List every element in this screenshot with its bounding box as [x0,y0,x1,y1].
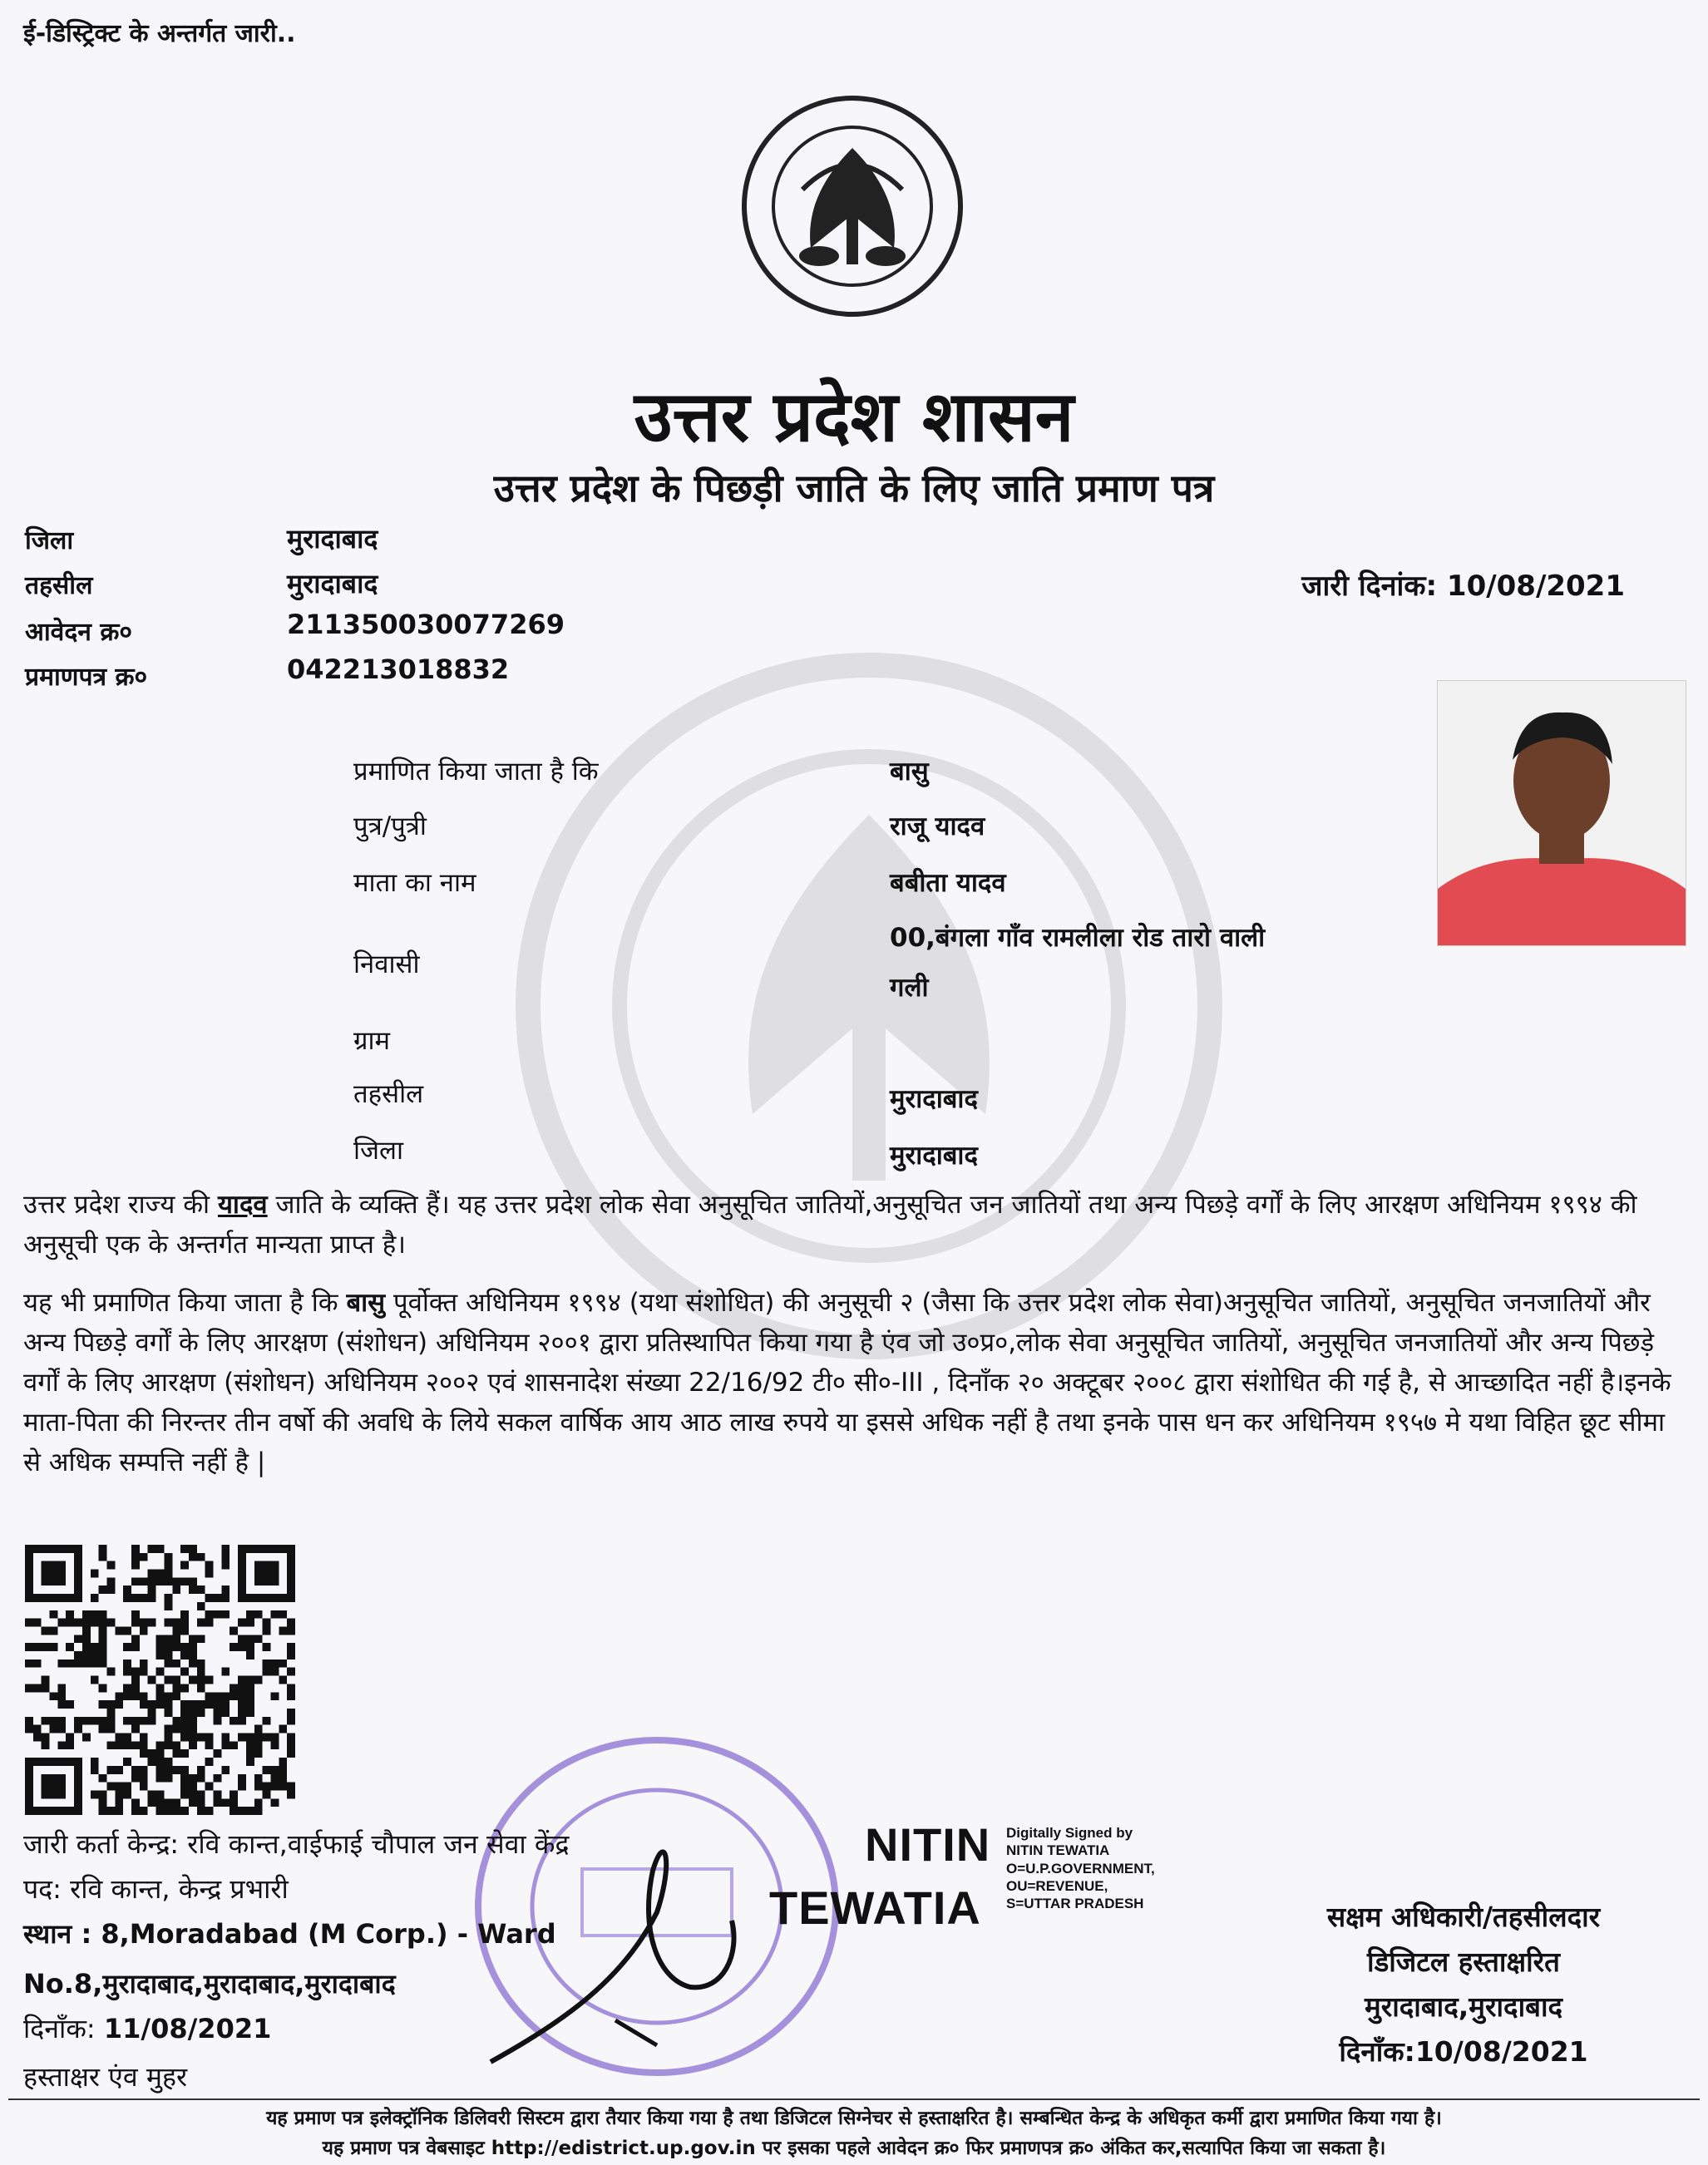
body-p2-text-b: पूर्वोक्त अधिनियम १९९४ (यथा संशोधित) की अनुसूची २ (जैसा कि उत्तर प्रदेश लोक सेवा)अनुसूचित जातियों, अनुसूचित जनजातियों और अन्य पिछड़े वर्गों के लिए आरक्षण (संशोधन) अधिनियम २००१ द्वारा प्रतिस्थापित किया गया है एंव जो उ०प्र०,लोक सेवा अनुसूचित जातियों, अनुसूचित जनजातियों और अन्य पिछड़े वर्गों के लिए आरक्षण (संशोधन) अधिनियम २००२ एवं शासनादेश संख्या 22/16/92 टी० सी०-III , दिनाँक २० अक्टूबर २००८ द्वारा संशोधित की गई है, से आच्छादित नहीं है।इनके माता-पिता की निरन्तर तीन वर्षो की अवधि के लिये सकल वार्षिक आय आठ लाख रुपये या इससे अधिक नहीं है तथा इनके पास धन कर अधिनियम १९५७ मे यथा विहित छूट सीमा से अधिक सम्पत्ति नहीं है | [23,1288,1671,1478]
dsig-line: Digitally Signed by [1006,1825,1133,1841]
body-p1-text-b: जाति के व्यक्ति हैं। यह उत्तर प्रदेश लोक सेवा अनुसूचित जातियों,अनुसूचित जन जातियों तथा अन्य पिछड़े वर्गों के लिए आरक्षण अधिनियम १९९४ की अनुसूची एक के अन्तर्गत मान्यता प्राप्त है। [23,1190,1637,1260]
digital-signature-details [1006,1824,1155,1912]
issuer-post: पद: रवि कान्त, केन्द्र प्रभारी [23,1873,289,1905]
issuer-center: जारी कर्ता केन्द्र: रवि कान्त,वाईफाई चौपाल जन सेवा केंद्र [23,1828,570,1860]
body-paragraph-2 [23,1283,1682,1482]
issuer-date [23,2012,271,2045]
district-label: जिला [353,1136,404,1166]
resident-value-2: गली [890,973,929,1003]
mother-value: बबीता यादव [890,868,1006,898]
footer-line-1: यह प्रमाण पत्र इलेक्ट्रॉनिक डिलिवरी सिस्टम द्वारा तैयार किया गया है तथा डिजिटल सिग्नेचर से हस्ताक्षरित है। सम्बन्धित केन्द्र के अधिकृत कर्मी द्वारा प्रमाणित किया गया है। [266,2108,1442,2129]
dsig-line: NITIN TEWATIA [1006,1842,1110,1859]
issuer-place-2: No.8,मुरादाबाद,मुरादाबाद,मुरादाबाद [23,1968,396,2000]
issue-date [1301,565,1625,604]
resident-label: निवासी [353,949,420,979]
meta-value-application-no: 211350030077269 [287,609,565,640]
page-title: उत्तर प्रदेश शासन [634,375,1074,457]
resident-value-1: 00,बंगला गाँव रामलीला रोड तारो वाली [890,923,1266,953]
issuer-place-1: स्थान : 8,Moradabad (M Corp.) - Ward [23,1918,556,1950]
child-label: पुत्र/पुत्री [353,811,427,841]
village-label: ग्राम [353,1026,391,1056]
child-value: राजू यादव [890,811,985,841]
footer-line-2: यह प्रमाण पत्र वेबसाइट http://edistrict.up.gov.in पर इसका पहले आवेदन क्र० फिर प्रमाणपत्र क्र० अंकित कर,सत्यापित किया जा सकता है। [322,2138,1386,2159]
tehsil-label: तहसील [353,1079,424,1109]
page-subtitle: उत्तर प्रदेश के पिछड़ी जाति के लिए जाति प्रमाण पत्र [493,466,1215,510]
authority-line-1: सक्षम अधिकारी/तहसीलदार [1326,1901,1601,1933]
issuer-date-value: 11/08/2021 [103,2013,272,2044]
authority-date [1247,2032,1680,2069]
signer-name-last: TEWATIA [769,1881,981,1934]
top-note: ई-डिस्ट्रिक्ट के अन्तर्गत जारी.. [23,19,296,48]
applicant-portrait-icon [1438,681,1686,945]
issue-date-value: 10/08/2021 [1446,570,1625,603]
issuer-sign-label: हस्ताक्षर एंव मुहर [23,2061,188,2093]
certified-value: बासु [890,757,929,787]
meta-value-district: मुरादाबाद [287,523,378,555]
certified-label: प्रमाणित किया जाता है कि [353,757,599,787]
dsig-line: OU=REVENUE, [1006,1877,1108,1894]
authority-line-3: मुरादाबाद,मुरादाबाद [1364,1990,1563,2023]
meta-value-certificate-no: 042213018832 [287,653,510,685]
issue-date-label: जारी दिनांक: [1301,570,1438,603]
qr-code-icon [25,1545,295,1815]
meta-label-district: जिला [25,526,74,555]
authority-date-label: दिनाँक: [1339,2035,1415,2068]
meta-label-certificate-no: प्रमाणपत्र क्र० [25,663,148,692]
dsig-line: S=UTTAR PRADESH [1006,1896,1144,1911]
signer-name-first: NITIN [865,1818,991,1871]
meta-value-tehsil: मुरादाबाद [287,568,378,599]
meta-label-application-no: आवेदन क्र० [25,618,133,647]
applicant-name: बासु [346,1288,386,1318]
authority-line-2: डिजिटल हस्ताक्षरित [1367,1946,1560,1978]
body-paragraph-1 [23,1185,1682,1265]
applicant-photo [1437,680,1686,946]
up-emblem-icon [728,90,977,323]
mother-label: माता का नाम [353,868,476,898]
footer-divider [8,2098,1700,2100]
body-p2-text-a: यह भी प्रमाणित किया जाता है कि [23,1288,347,1318]
authority-date-value: 10/08/2021 [1414,2035,1588,2068]
issuer-date-label: दिनाँक: [23,2013,96,2044]
body-p1-text-a: उत्तर प्रदेश राज्य की [23,1190,218,1220]
tehsil-value: मुरादाबाद [890,1084,978,1114]
caste-name: यादव [217,1190,268,1220]
district-value: मुरादाबाद [890,1141,978,1171]
meta-label-tehsil: तहसील [25,571,93,600]
dsig-line: O=U.P.GOVERNMENT, [1006,1860,1155,1876]
